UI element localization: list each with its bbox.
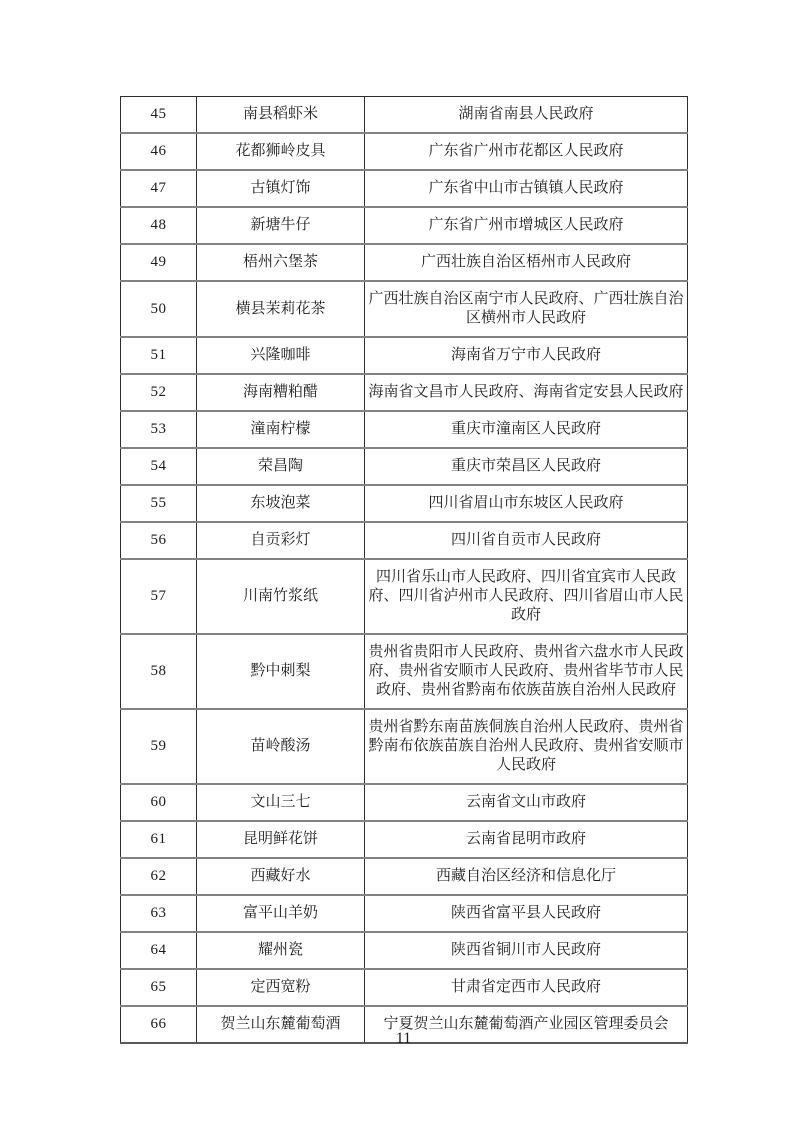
cell-name: 海南糟粕醋 bbox=[197, 374, 365, 411]
cell-index: 57 bbox=[121, 559, 197, 634]
cell-index: 62 bbox=[121, 858, 197, 895]
table-row bbox=[121, 448, 688, 485]
cell-government: 宁夏贺兰山东麓葡萄酒产业园区管理委员会 bbox=[365, 1006, 688, 1043]
cell-government: 海南省万宁市人民政府 bbox=[365, 337, 688, 374]
cell-name: 横县茉莉花茶 bbox=[197, 281, 365, 337]
table-row bbox=[121, 244, 688, 281]
product-government-table bbox=[120, 96, 688, 1044]
cell-index: 46 bbox=[121, 133, 197, 170]
cell-name: 新塘牛仔 bbox=[197, 207, 365, 244]
cell-index: 51 bbox=[121, 337, 197, 374]
table-row bbox=[121, 634, 688, 709]
cell-government: 西藏自治区经济和信息化厅 bbox=[365, 858, 688, 895]
cell-index: 48 bbox=[121, 207, 197, 244]
cell-name: 兴隆咖啡 bbox=[197, 337, 365, 374]
table-row bbox=[121, 559, 688, 634]
table-row bbox=[121, 170, 688, 207]
table-row bbox=[121, 281, 688, 337]
cell-index: 54 bbox=[121, 448, 197, 485]
table-row bbox=[121, 858, 688, 895]
table-body bbox=[121, 97, 688, 1044]
cell-government: 广西壮族自治区南宁市人民政府、广西壮族自治区横州市人民政府 bbox=[365, 281, 688, 337]
cell-name: 川南竹浆纸 bbox=[197, 559, 365, 634]
cell-index: 52 bbox=[121, 374, 197, 411]
cell-government: 云南省文山市政府 bbox=[365, 784, 688, 821]
cell-name: 定西宽粉 bbox=[197, 969, 365, 1006]
cell-index: 61 bbox=[121, 821, 197, 858]
cell-name: 富平山羊奶 bbox=[197, 895, 365, 932]
table-row bbox=[121, 522, 688, 559]
cell-government: 甘肃省定西市人民政府 bbox=[365, 969, 688, 1006]
cell-index: 60 bbox=[121, 784, 197, 821]
cell-government: 陕西省铜川市人民政府 bbox=[365, 932, 688, 969]
cell-name: 黔中刺梨 bbox=[197, 634, 365, 709]
cell-government: 广东省中山市古镇镇人民政府 bbox=[365, 170, 688, 207]
cell-index: 65 bbox=[121, 969, 197, 1006]
cell-index: 53 bbox=[121, 411, 197, 448]
table-row bbox=[121, 932, 688, 969]
cell-index: 64 bbox=[121, 932, 197, 969]
cell-name: 苗岭酸汤 bbox=[197, 709, 365, 784]
cell-name: 梧州六堡茶 bbox=[197, 244, 365, 281]
cell-government: 云南省昆明市政府 bbox=[365, 821, 688, 858]
cell-government: 四川省乐山市人民政府、四川省宜宾市人民政府、四川省泸州市人民政府、四川省眉山市人民政府 bbox=[365, 559, 688, 634]
cell-index: 63 bbox=[121, 895, 197, 932]
cell-index: 56 bbox=[121, 522, 197, 559]
table-row bbox=[121, 485, 688, 522]
cell-name: 南县稻虾米 bbox=[197, 97, 365, 134]
cell-name: 自贡彩灯 bbox=[197, 522, 365, 559]
cell-government: 四川省自贡市人民政府 bbox=[365, 522, 688, 559]
table-row bbox=[121, 821, 688, 858]
cell-index: 50 bbox=[121, 281, 197, 337]
cell-government: 陕西省富平县人民政府 bbox=[365, 895, 688, 932]
cell-name: 贺兰山东麓葡萄酒 bbox=[197, 1006, 365, 1043]
cell-government: 贵州省贵阳市人民政府、贵州省六盘水市人民政府、贵州省安顺市人民政府、贵州省毕节市人民政府、贵州省黔南布依族苗族自治州人民政府 bbox=[365, 634, 688, 709]
table-row bbox=[121, 337, 688, 374]
cell-index: 55 bbox=[121, 485, 197, 522]
cell-name: 花都狮岭皮具 bbox=[197, 133, 365, 170]
cell-government: 贵州省黔东南苗族侗族自治州人民政府、贵州省黔南布依族苗族自治州人民政府、贵州省安顺市人民政府 bbox=[365, 709, 688, 784]
table-row bbox=[121, 97, 688, 134]
cell-index: 45 bbox=[150, 106, 167, 122]
table-row bbox=[121, 133, 688, 170]
cell-government: 广东省广州市花都区人民政府 bbox=[365, 133, 688, 170]
cell-government: 海南省文昌市人民政府、海南省定安县人民政府 bbox=[365, 374, 688, 411]
page-number: 11 bbox=[395, 1030, 412, 1047]
cell-index: 47 bbox=[121, 170, 197, 207]
cell-name: 文山三七 bbox=[197, 784, 365, 821]
cell-index: 59 bbox=[121, 709, 197, 784]
cell-name: 潼南柠檬 bbox=[197, 411, 365, 448]
cell-name: 西藏好水 bbox=[197, 858, 365, 895]
table-row bbox=[121, 969, 688, 1006]
table-row bbox=[121, 374, 688, 411]
cell-government: 四川省眉山市东坡区人民政府 bbox=[365, 485, 688, 522]
table-row bbox=[121, 784, 688, 821]
table-row bbox=[121, 207, 688, 244]
cell-name: 古镇灯饰 bbox=[197, 170, 365, 207]
table-row bbox=[121, 895, 688, 932]
cell-name: 荣昌陶 bbox=[197, 448, 365, 485]
cell-name: 昆明鲜花饼 bbox=[197, 821, 365, 858]
cell-index: 49 bbox=[121, 244, 197, 281]
cell-index: 66 bbox=[121, 1006, 197, 1043]
cell-government: 广西壮族自治区梧州市人民政府 bbox=[365, 244, 688, 281]
cell-government: 重庆市潼南区人民政府 bbox=[365, 411, 688, 448]
cell-name: 耀州瓷 bbox=[197, 932, 365, 969]
cell-government: 重庆市荣昌区人民政府 bbox=[365, 448, 688, 485]
cell-government: 湖南省南县人民政府 bbox=[365, 97, 688, 134]
cell-government: 广东省广州市增城区人民政府 bbox=[365, 207, 688, 244]
table-row bbox=[121, 411, 688, 448]
cell-index: 58 bbox=[121, 634, 197, 709]
table-row bbox=[121, 709, 688, 784]
cell-name: 东坡泡菜 bbox=[197, 485, 365, 522]
